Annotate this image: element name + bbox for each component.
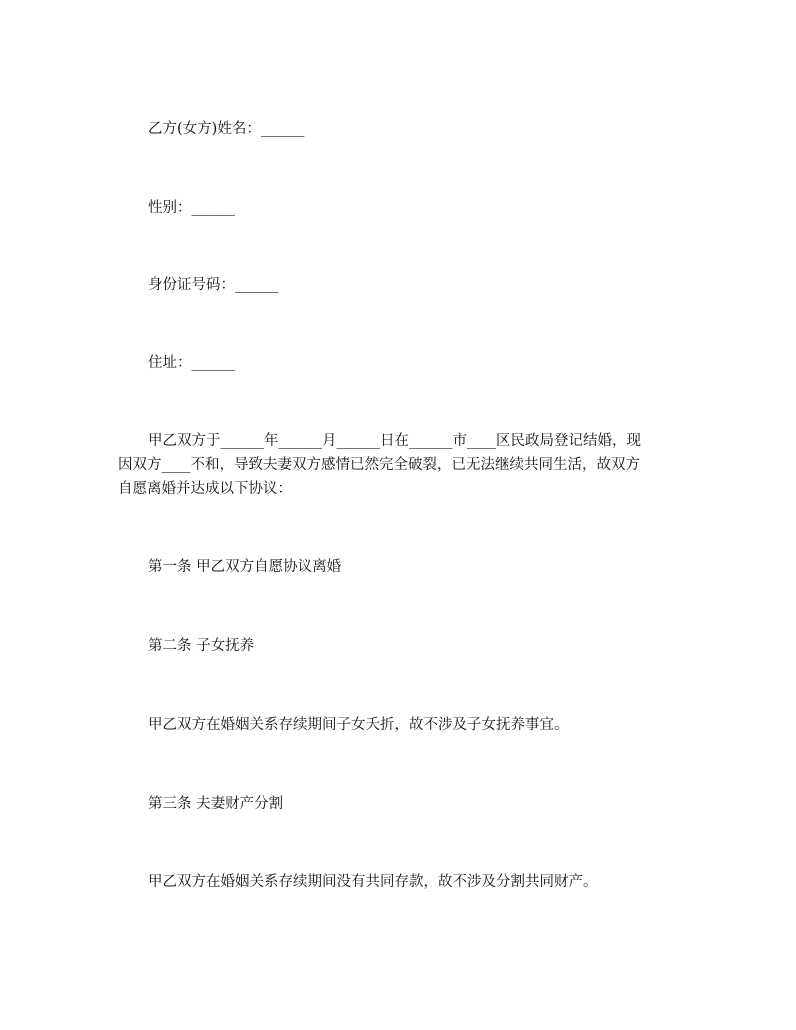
address-line: 住址：______ <box>148 355 235 371</box>
article-3-text: 甲乙双方在婚姻关系存续期间没有共同存款，故不涉及分割共同财产。 <box>148 874 598 890</box>
paragraph-line-2: 因双方____不和，导致夫妻双方感情已然完全破裂，已无法继续共同生活，故双方 <box>118 457 640 473</box>
article-2-heading: 第二条 子女抚养 <box>148 638 255 654</box>
gender-line: 性别：______ <box>148 200 235 216</box>
marriage-paragraph <box>118 429 684 501</box>
paragraph-line-1: 甲乙双方于______年______月______日在______市____区民政局登记结婚，现 <box>148 433 641 449</box>
article-1-heading: 第一条 甲乙双方自愿协议离婚 <box>148 559 342 575</box>
article-3-heading: 第三条 夫妻财产分割 <box>148 796 284 812</box>
article-2-text: 甲乙双方在婚姻关系存续期间子女夭折，故不涉及子女抚养事宜。 <box>148 717 569 733</box>
party-b-name-line: 乙方(女方)姓名：______ <box>148 121 305 137</box>
paragraph-line-3: 自愿离婚并达成以下协议： <box>118 481 292 497</box>
id-number-line: 身份证号码：______ <box>148 277 279 293</box>
